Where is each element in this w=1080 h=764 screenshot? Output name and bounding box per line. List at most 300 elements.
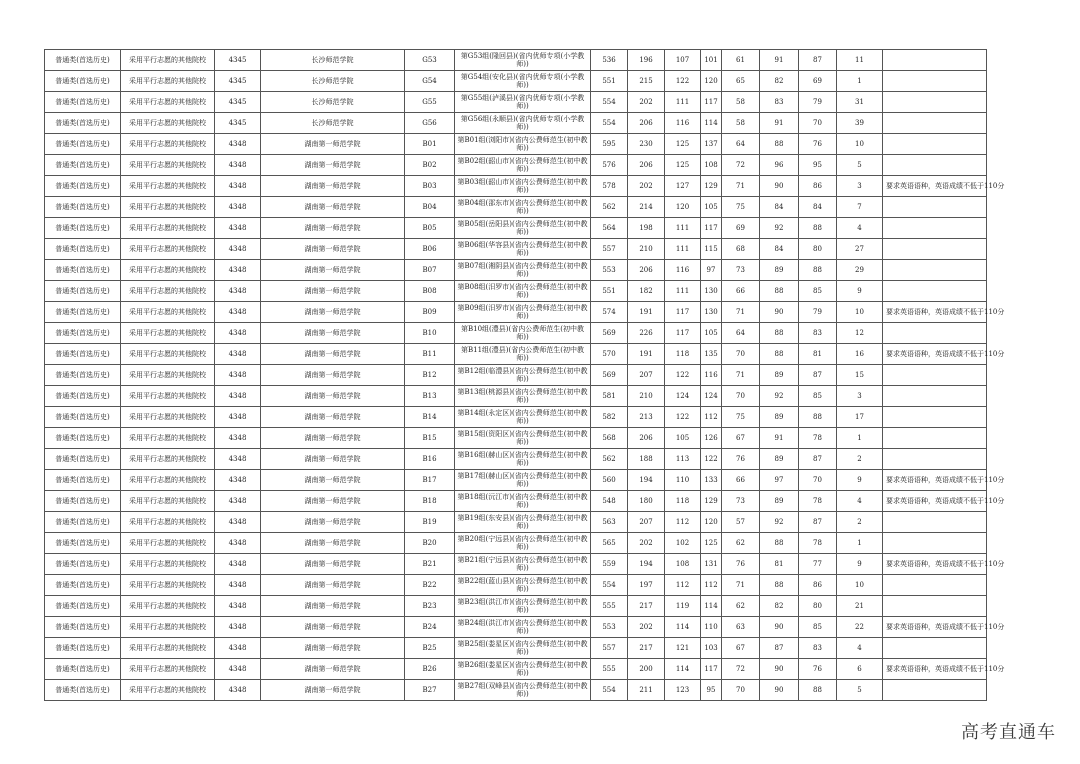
cell-admission-type: 采用平行志愿的其他院校	[121, 113, 215, 134]
cell-group-code: B05	[405, 218, 455, 239]
cell-subject-a: 113	[665, 449, 701, 470]
cell-rank-count: 9	[837, 281, 883, 302]
table-row	[45, 197, 987, 218]
cell-rank-count: 12	[837, 323, 883, 344]
table-row	[45, 596, 987, 617]
table-row	[45, 92, 987, 113]
cell-school-name: 湖南第一师范学院	[261, 638, 405, 659]
cell-chinese-math: 211	[628, 680, 665, 701]
cell-total-score: 536	[591, 50, 628, 71]
cell-admission-type: 采用平行志愿的其他院校	[121, 596, 215, 617]
cell-subject-a: 124	[665, 386, 701, 407]
cell-group-name: 第B04组(邵东市)(省内公费师范生(初中教师))	[455, 197, 591, 218]
cell-remarks	[883, 50, 987, 71]
cell-rank-count: 16	[837, 344, 883, 365]
cell-subject-a: 111	[665, 239, 701, 260]
cell-subject-d: 92	[760, 218, 799, 239]
cell-subject-a: 114	[665, 617, 701, 638]
cell-admission-type: 采用平行志愿的其他院校	[121, 197, 215, 218]
cell-school-code: 4345	[215, 71, 261, 92]
cell-subject-c: 58	[722, 113, 760, 134]
cell-admission-type: 采用平行志愿的其他院校	[121, 50, 215, 71]
cell-subject-d: 90	[760, 302, 799, 323]
cell-school-name: 长沙师范学院	[261, 92, 405, 113]
cell-school-name: 湖南第一师范学院	[261, 344, 405, 365]
cell-rank-count: 11	[837, 50, 883, 71]
cell-rank-count: 1	[837, 428, 883, 449]
cell-rank-count: 10	[837, 134, 883, 155]
cell-subject-b: 112	[701, 407, 722, 428]
cell-rank-count: 29	[837, 260, 883, 281]
cell-remarks	[883, 281, 987, 302]
cell-rank-count: 31	[837, 92, 883, 113]
cell-subject-a: 117	[665, 302, 701, 323]
cell-school-code: 4348	[215, 155, 261, 176]
cell-batch-category: 普通类(首选历史)	[45, 470, 121, 491]
cell-subject-c: 72	[722, 659, 760, 680]
cell-remarks	[883, 365, 987, 386]
cell-subject-c: 71	[722, 302, 760, 323]
cell-total-score: 554	[591, 92, 628, 113]
table-row	[45, 533, 987, 554]
cell-group-code: B09	[405, 302, 455, 323]
cell-batch-category: 普通类(首选历史)	[45, 407, 121, 428]
cell-chinese-math: 202	[628, 92, 665, 113]
cell-total-score: 565	[591, 533, 628, 554]
cell-group-code: B04	[405, 197, 455, 218]
cell-school-name: 湖南第一师范学院	[261, 512, 405, 533]
table-row	[45, 428, 987, 449]
cell-school-code: 4348	[215, 260, 261, 281]
cell-remarks	[883, 386, 987, 407]
cell-batch-category: 普通类(首选历史)	[45, 113, 121, 134]
cell-group-name: 第G54组(安化县)(省内优师专项(小学教师))	[455, 71, 591, 92]
cell-subject-c: 75	[722, 407, 760, 428]
cell-subject-c: 61	[722, 50, 760, 71]
cell-subject-a: 120	[665, 197, 701, 218]
cell-batch-category: 普通类(首选历史)	[45, 386, 121, 407]
cell-admission-type: 采用平行志愿的其他院校	[121, 218, 215, 239]
cell-total-score: 568	[591, 428, 628, 449]
cell-school-code: 4348	[215, 554, 261, 575]
cell-admission-type: 采用平行志愿的其他院校	[121, 386, 215, 407]
cell-rank-count: 7	[837, 197, 883, 218]
cell-school-name: 湖南第一师范学院	[261, 680, 405, 701]
cell-rank-count: 15	[837, 365, 883, 386]
cell-subject-c: 62	[722, 596, 760, 617]
cell-subject-a: 108	[665, 554, 701, 575]
cell-subject-e: 78	[799, 428, 837, 449]
cell-subject-b: 129	[701, 491, 722, 512]
cell-admission-type: 采用平行志愿的其他院校	[121, 176, 215, 197]
cell-admission-type: 采用平行志愿的其他院校	[121, 533, 215, 554]
cell-group-name: 第B13组(桃源县)(省内公费师范生(初中教师))	[455, 386, 591, 407]
cell-subject-c: 75	[722, 197, 760, 218]
cell-total-score: 557	[591, 638, 628, 659]
cell-total-score: 578	[591, 176, 628, 197]
cell-group-code: B07	[405, 260, 455, 281]
cell-chinese-math: 202	[628, 176, 665, 197]
cell-group-code: B23	[405, 596, 455, 617]
cell-subject-b: 130	[701, 281, 722, 302]
cell-group-code: B19	[405, 512, 455, 533]
cell-chinese-math: 214	[628, 197, 665, 218]
cell-remarks: 要求英语语种，英语成绩不低于110分	[883, 302, 987, 323]
cell-group-code: B24	[405, 617, 455, 638]
cell-subject-c: 76	[722, 554, 760, 575]
cell-subject-b: 122	[701, 449, 722, 470]
cell-chinese-math: 206	[628, 260, 665, 281]
cell-subject-d: 89	[760, 449, 799, 470]
cell-group-code: B14	[405, 407, 455, 428]
cell-batch-category: 普通类(首选历史)	[45, 302, 121, 323]
cell-total-score: 595	[591, 134, 628, 155]
cell-subject-b: 131	[701, 554, 722, 575]
cell-chinese-math: 202	[628, 617, 665, 638]
cell-subject-b: 95	[701, 680, 722, 701]
cell-admission-type: 采用平行志愿的其他院校	[121, 575, 215, 596]
cell-rank-count: 39	[837, 113, 883, 134]
cell-group-code: B08	[405, 281, 455, 302]
cell-total-score: 562	[591, 197, 628, 218]
cell-subject-c: 73	[722, 491, 760, 512]
cell-total-score: 563	[591, 512, 628, 533]
table-row	[45, 659, 987, 680]
cell-subject-b: 126	[701, 428, 722, 449]
table-row	[45, 554, 987, 575]
cell-group-name: 第B08组(汨罗市)(省内公费师范生(初中教师))	[455, 281, 591, 302]
cell-subject-a: 111	[665, 218, 701, 239]
cell-subject-d: 97	[760, 470, 799, 491]
cell-rank-count: 17	[837, 407, 883, 428]
cell-batch-category: 普通类(首选历史)	[45, 512, 121, 533]
cell-subject-c: 62	[722, 533, 760, 554]
cell-total-score: 554	[591, 575, 628, 596]
cell-rank-count: 4	[837, 491, 883, 512]
cell-school-code: 4345	[215, 92, 261, 113]
cell-subject-d: 91	[760, 50, 799, 71]
cell-remarks: 要求英语语种，英语成绩不低于110分	[883, 344, 987, 365]
cell-school-code: 4348	[215, 218, 261, 239]
table-row	[45, 239, 987, 260]
table-row	[45, 617, 987, 638]
cell-subject-c: 73	[722, 260, 760, 281]
cell-batch-category: 普通类(首选历史)	[45, 554, 121, 575]
cell-subject-c: 66	[722, 470, 760, 491]
cell-group-code: B02	[405, 155, 455, 176]
cell-remarks: 要求英语语种，英语成绩不低于110分	[883, 491, 987, 512]
cell-remarks	[883, 533, 987, 554]
cell-remarks	[883, 113, 987, 134]
cell-total-score: 555	[591, 596, 628, 617]
table-row	[45, 113, 987, 134]
cell-chinese-math: 188	[628, 449, 665, 470]
cell-subject-c: 70	[722, 680, 760, 701]
cell-group-name: 第B22组(蓝山县)(省内公费师范生(初中教师))	[455, 575, 591, 596]
cell-subject-e: 77	[799, 554, 837, 575]
cell-chinese-math: 215	[628, 71, 665, 92]
cell-remarks	[883, 239, 987, 260]
cell-subject-d: 91	[760, 113, 799, 134]
cell-subject-e: 80	[799, 596, 837, 617]
cell-chinese-math: 194	[628, 470, 665, 491]
cell-school-name: 湖南第一师范学院	[261, 302, 405, 323]
cell-group-code: B18	[405, 491, 455, 512]
cell-school-code: 4348	[215, 680, 261, 701]
cell-rank-count: 3	[837, 386, 883, 407]
cell-rank-count: 4	[837, 638, 883, 659]
cell-group-name: 第B02组(韶山市)(省内公费师范生(初中教师))	[455, 155, 591, 176]
table-row	[45, 155, 987, 176]
cell-subject-d: 90	[760, 176, 799, 197]
cell-admission-type: 采用平行志愿的其他院校	[121, 638, 215, 659]
cell-school-code: 4348	[215, 449, 261, 470]
cell-batch-category: 普通类(首选历史)	[45, 260, 121, 281]
admission-score-table	[44, 49, 1005, 701]
cell-subject-d: 82	[760, 596, 799, 617]
cell-school-name: 湖南第一师范学院	[261, 428, 405, 449]
cell-subject-d: 90	[760, 659, 799, 680]
cell-subject-e: 88	[799, 680, 837, 701]
cell-subject-d: 88	[760, 323, 799, 344]
cell-subject-e: 95	[799, 155, 837, 176]
cell-chinese-math: 191	[628, 302, 665, 323]
cell-subject-c: 65	[722, 71, 760, 92]
cell-subject-d: 83	[760, 92, 799, 113]
cell-subject-b: 105	[701, 197, 722, 218]
cell-admission-type: 采用平行志愿的其他院校	[121, 491, 215, 512]
cell-total-score: 559	[591, 554, 628, 575]
cell-subject-a: 112	[665, 575, 701, 596]
cell-group-code: G53	[405, 50, 455, 71]
cell-subject-a: 122	[665, 71, 701, 92]
cell-subject-c: 71	[722, 575, 760, 596]
cell-subject-e: 84	[799, 197, 837, 218]
cell-remarks	[883, 680, 987, 701]
cell-subject-c: 69	[722, 218, 760, 239]
cell-admission-type: 采用平行志愿的其他院校	[121, 260, 215, 281]
cell-remarks	[883, 638, 987, 659]
cell-remarks: 要求英语语种，英语成绩不低于110分	[883, 659, 987, 680]
cell-subject-a: 102	[665, 533, 701, 554]
cell-subject-b: 97	[701, 260, 722, 281]
cell-batch-category: 普通类(首选历史)	[45, 365, 121, 386]
cell-group-name: 第B14组(永定区)(省内公费师范生(初中教师))	[455, 407, 591, 428]
cell-group-name: 第B17组(赫山区)(省内公费师范生(初中教师))	[455, 470, 591, 491]
cell-total-score: 548	[591, 491, 628, 512]
cell-chinese-math: 206	[628, 113, 665, 134]
cell-admission-type: 采用平行志愿的其他院校	[121, 71, 215, 92]
cell-school-code: 4348	[215, 575, 261, 596]
cell-rank-count: 2	[837, 512, 883, 533]
cell-total-score: 569	[591, 365, 628, 386]
cell-subject-c: 58	[722, 92, 760, 113]
cell-chinese-math: 217	[628, 596, 665, 617]
cell-subject-c: 64	[722, 323, 760, 344]
cell-batch-category: 普通类(首选历史)	[45, 281, 121, 302]
cell-subject-b: 116	[701, 365, 722, 386]
cell-subject-e: 79	[799, 92, 837, 113]
cell-admission-type: 采用平行志愿的其他院校	[121, 344, 215, 365]
cell-subject-c: 63	[722, 617, 760, 638]
cell-group-name: 第B19组(东安县)(省内公费师范生(初中教师))	[455, 512, 591, 533]
cell-group-code: B10	[405, 323, 455, 344]
cell-remarks	[883, 449, 987, 470]
cell-group-name: 第B11组(澧县)(省内公费师范生(初中教师))	[455, 344, 591, 365]
cell-subject-a: 111	[665, 92, 701, 113]
cell-group-code: B12	[405, 365, 455, 386]
cell-group-name: 第G55组(泸溪县)(省内优师专项(小学教师))	[455, 92, 591, 113]
cell-chinese-math: 206	[628, 428, 665, 449]
cell-subject-a: 125	[665, 134, 701, 155]
cell-subject-e: 87	[799, 50, 837, 71]
cell-chinese-math: 198	[628, 218, 665, 239]
cell-group-name: 第B21组(宁远县)(省内公费师范生(初中教师))	[455, 554, 591, 575]
cell-subject-c: 66	[722, 281, 760, 302]
cell-rank-count: 1	[837, 533, 883, 554]
cell-remarks	[883, 71, 987, 92]
cell-subject-e: 88	[799, 218, 837, 239]
cell-school-code: 4348	[215, 659, 261, 680]
cell-total-score: 569	[591, 323, 628, 344]
cell-school-code: 4348	[215, 491, 261, 512]
cell-group-name: 第B07组(湘阴县)(省内公费师范生(初中教师))	[455, 260, 591, 281]
cell-school-code: 4348	[215, 512, 261, 533]
cell-group-code: B11	[405, 344, 455, 365]
cell-rank-count: 3	[837, 176, 883, 197]
cell-total-score: 570	[591, 344, 628, 365]
cell-rank-count: 21	[837, 596, 883, 617]
cell-subject-e: 83	[799, 323, 837, 344]
cell-admission-type: 采用平行志愿的其他院校	[121, 323, 215, 344]
cell-total-score: 551	[591, 281, 628, 302]
cell-subject-d: 88	[760, 134, 799, 155]
cell-school-name: 湖南第一师范学院	[261, 449, 405, 470]
cell-subject-d: 89	[760, 260, 799, 281]
cell-subject-b: 124	[701, 386, 722, 407]
cell-rank-count: 22	[837, 617, 883, 638]
cell-subject-e: 70	[799, 113, 837, 134]
cell-batch-category: 普通类(首选历史)	[45, 92, 121, 113]
cell-school-name: 湖南第一师范学院	[261, 155, 405, 176]
cell-total-score: 582	[591, 407, 628, 428]
cell-subject-d: 89	[760, 365, 799, 386]
table-row	[45, 71, 987, 92]
cell-group-name: 第B15组(资阳区)(省内公费师范生(初中教师))	[455, 428, 591, 449]
cell-chinese-math: 191	[628, 344, 665, 365]
cell-rank-count: 2	[837, 449, 883, 470]
cell-group-code: G54	[405, 71, 455, 92]
cell-school-code: 4348	[215, 176, 261, 197]
cell-subject-b: 115	[701, 239, 722, 260]
cell-subject-d: 81	[760, 554, 799, 575]
cell-admission-type: 采用平行志愿的其他院校	[121, 239, 215, 260]
cell-rank-count: 4	[837, 218, 883, 239]
cell-batch-category: 普通类(首选历史)	[45, 197, 121, 218]
cell-group-code: B13	[405, 386, 455, 407]
cell-school-code: 4348	[215, 596, 261, 617]
cell-school-name: 湖南第一师范学院	[261, 218, 405, 239]
cell-subject-d: 91	[760, 428, 799, 449]
cell-subject-c: 67	[722, 428, 760, 449]
cell-admission-type: 采用平行志愿的其他院校	[121, 680, 215, 701]
cell-subject-e: 70	[799, 470, 837, 491]
cell-school-code: 4348	[215, 638, 261, 659]
cell-school-name: 湖南第一师范学院	[261, 323, 405, 344]
watermark-text: 高考直通车	[961, 722, 1056, 743]
cell-school-code: 4348	[215, 302, 261, 323]
cell-group-name: 第B27组(双峰县)(省内公费师范生(初中教师))	[455, 680, 591, 701]
cell-school-code: 4348	[215, 386, 261, 407]
cell-chinese-math: 202	[628, 533, 665, 554]
cell-school-code: 4348	[215, 365, 261, 386]
cell-subject-e: 83	[799, 638, 837, 659]
cell-subject-b: 137	[701, 134, 722, 155]
cell-total-score: 554	[591, 113, 628, 134]
cell-chinese-math: 206	[628, 155, 665, 176]
cell-remarks	[883, 428, 987, 449]
cell-group-name: 第B05组(岳阳县)(省内公费师范生(初中教师))	[455, 218, 591, 239]
cell-total-score: 560	[591, 470, 628, 491]
cell-school-name: 湖南第一师范学院	[261, 197, 405, 218]
cell-rank-count: 6	[837, 659, 883, 680]
cell-subject-b: 133	[701, 470, 722, 491]
cell-total-score: 576	[591, 155, 628, 176]
cell-subject-a: 112	[665, 512, 701, 533]
cell-school-name: 湖南第一师范学院	[261, 491, 405, 512]
cell-subject-d: 88	[760, 533, 799, 554]
cell-batch-category: 普通类(首选历史)	[45, 533, 121, 554]
cell-chinese-math: 194	[628, 554, 665, 575]
cell-subject-c: 72	[722, 155, 760, 176]
cell-total-score: 564	[591, 218, 628, 239]
cell-school-name: 湖南第一师范学院	[261, 407, 405, 428]
cell-group-code: B26	[405, 659, 455, 680]
cell-group-name: 第B06组(华容县)(省内公费师范生(初中教师))	[455, 239, 591, 260]
cell-group-name: 第B25组(娄星区)(省内公费师范生(初中教师))	[455, 638, 591, 659]
cell-subject-a: 110	[665, 470, 701, 491]
cell-group-code: B27	[405, 680, 455, 701]
cell-group-name: 第G56组(永顺县)(省内优师专项(小学教师))	[455, 113, 591, 134]
cell-total-score: 554	[591, 680, 628, 701]
cell-subject-e: 80	[799, 239, 837, 260]
cell-chinese-math: 210	[628, 386, 665, 407]
cell-batch-category: 普通类(首选历史)	[45, 491, 121, 512]
cell-rank-count: 10	[837, 302, 883, 323]
cell-group-code: B21	[405, 554, 455, 575]
cell-subject-a: 119	[665, 596, 701, 617]
cell-subject-e: 78	[799, 491, 837, 512]
table-row	[45, 281, 987, 302]
cell-group-name: 第B26组(娄星区)(省内公费师范生(初中教师))	[455, 659, 591, 680]
cell-subject-a: 116	[665, 113, 701, 134]
cell-remarks	[883, 218, 987, 239]
cell-remarks	[883, 260, 987, 281]
cell-school-name: 湖南第一师范学院	[261, 575, 405, 596]
cell-subject-d: 92	[760, 386, 799, 407]
cell-remarks	[883, 155, 987, 176]
cell-chinese-math: 182	[628, 281, 665, 302]
table-row	[45, 323, 987, 344]
cell-school-name: 长沙师范学院	[261, 113, 405, 134]
table-row	[45, 680, 987, 701]
cell-subject-d: 82	[760, 71, 799, 92]
cell-subject-b: 114	[701, 113, 722, 134]
cell-rank-count: 9	[837, 554, 883, 575]
cell-batch-category: 普通类(首选历史)	[45, 134, 121, 155]
cell-subject-b: 103	[701, 638, 722, 659]
cell-subject-b: 129	[701, 176, 722, 197]
